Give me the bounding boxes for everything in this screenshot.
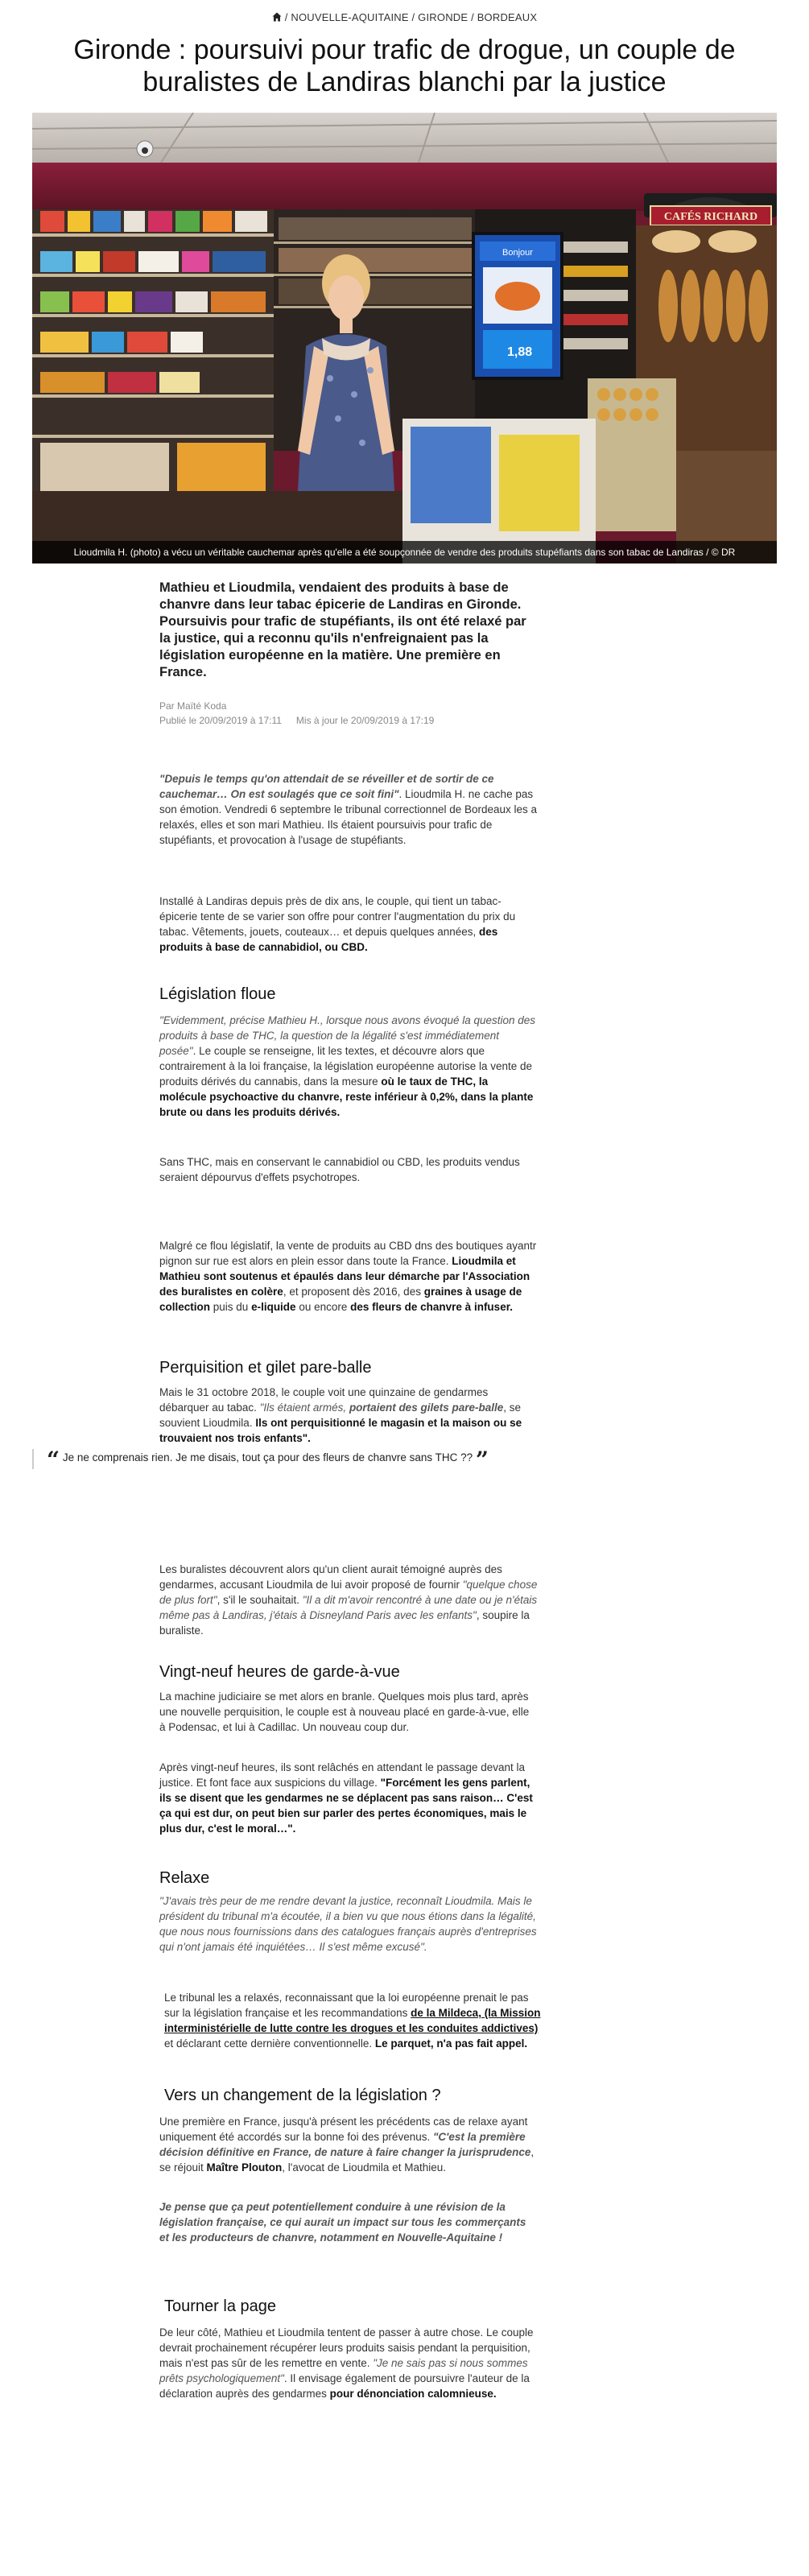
subheading-tourner-la-page: Tourner la page: [164, 2297, 276, 2315]
hero-caption: Lioudmila H. (photo) a vécu un véritable cauchemar après qu'elle a été soupçonnée de vendre des produits stupéfiants dans son tabac de Landiras / © DR: [32, 541, 777, 564]
breadcrumb: [0, 11, 809, 23]
cafes-richard-sign: CAFÉS RICHARD: [663, 211, 758, 223]
lead-paragraph: Mathieu et Lioudmila, vendaient des produits à base de chanvre dans leur tabac épicerie de Landiras en Gironde. Poursuivis pour trafic de stupéfiants, ils ont été relaxé par la justice, qui a reconnu qu'ils n'enfreignaient pas la législation européenne en la matière. Une première en France.: [159, 580, 526, 679]
paragraph-13: Je pense que ça peut potentiellement conduire à une révision de la législation française, ce qui aurait un impact sur tous les commerçants et les producteurs de chanvre, notamment en Nouvelle-Aquitaine !: [159, 2201, 526, 2244]
page-title: Gironde : poursuivi pour trafic de drogue, un couple de buralistes de Landiras blanchi par la justice: [73, 35, 736, 97]
hero-photo-illustration: [32, 113, 777, 564]
paragraph-6: Mais le 31 octobre 2018, le couple voit une quinzaine de gendarmes débarquer au tabac. "Ils étaient armés, portaient des gilets pare-balle, se souvient Lioudmila. Ils ont perquisitionné le magasin et la maison ou se trouvaient nos trois enfants".: [159, 1386, 522, 1444]
home-icon[interactable]: [272, 12, 282, 22]
subheading-legislation: Législation floue: [159, 985, 276, 1003]
screen-price: 1,88: [507, 345, 533, 359]
published-date: Publié le 20/09/2019 à 17:11: [159, 715, 282, 726]
pull-quote-text: Je ne comprenais rien. Je me disais, tout ça pour des fleurs de chanvre sans THC ??: [62, 1451, 473, 1463]
paragraph-1: "Depuis le temps qu'on attendait de se réveiller et de sortir de ce cauchemar… On est soulagés que ce soit fini". Lioudmila H. ne cache pas son émotion. Vendredi 6 septembre le tribunal correctionnel de Bordeaux les a relaxés, elles et son mari Mathieu. Ils étaient poursuivis pour trafic de stupéfiants, et provocation à l'usage de stupéfiants.: [159, 773, 538, 846]
subheading-changement: Vers un changement de la législation ?: [164, 2087, 441, 2104]
close-quote-icon: ”: [475, 1447, 489, 1473]
paragraph-8: La machine judiciaire se met alors en branle. Quelques mois plus tard, après une nouvelle perquisition, le couple est à nouveau placé en garde-à-vue, elle à Podensac, et lui à Cadillac. Un nouveau coup dur.: [159, 1690, 530, 1733]
byline: [159, 699, 538, 728]
open-quote-icon: “: [47, 1447, 60, 1473]
paragraph-7: Les buralistes découvrent alors qu'un client aurait témoigné auprès des gendarmes, accusant Lioudmila de lui avoir proposé de fournir "quelque chose de plus fort", s'il le souhaitait. "Il a dit m'avoir rencontré à une date ou je n'étais même pas à Landiras, j'étais à Disneyland Paris avec les enfants", soupire la buraliste.: [159, 1563, 538, 1637]
paragraph-4: Sans THC, mais en conservant le cannabidiol ou CBD, les produits vendus seraient dépourvus d'effets psychotropes.: [159, 1156, 520, 1183]
hero-image: [32, 113, 777, 564]
updated-date: Mis à jour le 20/09/2019 à 17:19: [295, 715, 435, 726]
paragraph-10: "J'avais très peur de me rendre devant la justice, reconnaît Lioudmila. Mais le président du tribunal m'a écoutée, il a bien vu que nous étions dans la légalité, que nous nous fournissions dans des catalogues français auprès d'entreprises qui n'ont jamais été inquiétées… Il s'est même excusé".: [159, 1895, 537, 1953]
opening-quote: "Depuis le temps qu'on attendait de se réveiller et de sortir de ce cauchemar… On est soulagés que ce soit fini": [159, 773, 494, 800]
mildeca-link[interactable]: de la Mildeca, (la Mission interministérielle de lutte contre les drogues et les conduites addictives): [164, 2007, 541, 2034]
screen-text: Bonjour: [502, 248, 533, 258]
subheading-relaxe: Relaxe: [159, 1869, 210, 1887]
paragraph-9: Après vingt-neuf heures, ils sont relâchés en attendant le passage devant la justice. Et font face aux suspicions du village. "Forcément les gens parlent, ils se disent que les gendarmes ne se déplacent pas sans raison… C'est ça qui est dur, on peut bien sur parler des pertes économiques, mais le plus dur, c'est le moral…".: [159, 1761, 533, 1835]
subheading-garde-a-vue: Vingt-neuf heures de garde-à-vue: [159, 1663, 400, 1681]
pull-quote: [32, 1447, 580, 1473]
paragraph-2: Installé à Landiras depuis près de dix ans, le couple, qui tient un tabac-épicerie tente de se varier son offre pour contrer l'augmentation du prix du tabac. Vêtements, jouets, couteaux… et depuis quelques années, des produits à base de cannabidiol, ou CBD.: [159, 895, 516, 953]
subheading-perquisition: Perquisition et gilet pare-balle: [159, 1359, 372, 1377]
paragraph-12: Une première en France, jusqu'à présent les précédents cas de relaxe ayant uniquement été accordés sur la bonne foi des prévenus. "C'est la première décision définitive en France, de nature à faire changer la jurisprudence, se réjouit Maître Plouton, l'avocat de Lioudmila et Mathieu.: [159, 2116, 535, 2174]
author[interactable]: Par Maïté Koda: [159, 700, 227, 712]
paragraph-5: Malgré ce flou législatif, la vente de produits au CBD dns des boutiques ayantr pignon sur rue est alors en plein essor dans toute la France. Lioudmila et Mathieu sont soutenus et épaulés dans leur démarche par l'Association des buralistes en colère, et proposent dès 2016, des graines à usage de collection puis du e-liquide ou encore des fleurs de chanvre à infuser.: [159, 1240, 537, 1313]
paragraph-3: "Evidemment, précise Mathieu H., lorsque nous avons évoqué la question des produits à base de THC, la question de la légalité s'est immédiatement posée". Le couple se renseigne, lit les textes, et découvre alors que contrairement à la loi française, la législation européenne autorise la vente de produits dérivés du cannabis, dans la mesure où le taux de THC, la molécule psychoactive du chanvre, reste inférieur à 0,2%, dans la plante brute ou dans les produits dérivés.: [159, 1014, 536, 1118]
breadcrumb-path[interactable]: / NOUVELLE-AQUITAINE / GIRONDE / BORDEAUX: [284, 11, 538, 23]
paragraph-14: De leur côté, Mathieu et Lioudmila tentent de passer à autre chose. Le couple devrait prochainement récupérer leurs produits saisis pendant la perquisition, mais n'est pas sûr de les remettre en vente. "Je ne sais pas si nous sommes prêts psychologiquement". Il envisage également de poursuivre l'auteur de la déclaration auprès des gendarmes pour dénonciation calomnieuse.: [159, 2326, 534, 2400]
paragraph-11: Le tribunal les a relaxés, reconnaissant que la loi européenne prenait le pas sur la législation française et les recommandations de la Mildeca, (la Mission interministérielle de lutte contre les drogues et les conduites addictives) et déclarant cette dernière conventionnelle. Le parquet, n'a pas fait appel.: [164, 1992, 541, 2050]
